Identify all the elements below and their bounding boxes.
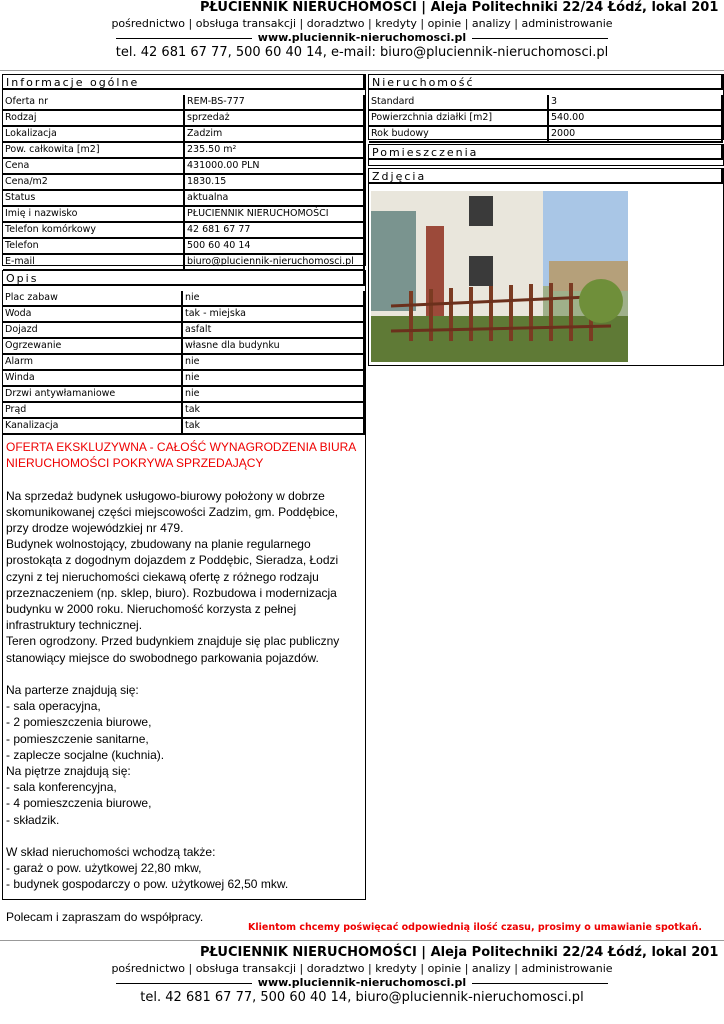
- footer-services-line: pośrednictwo | obsługa transakcji | doradztwo | kredyty | opinie | analizy | administrowanie: [111, 962, 613, 975]
- table-row: [3, 370, 364, 386]
- row-label: Oferta nr: [3, 95, 184, 110]
- rooms-heading: Pomieszczenia: [369, 145, 723, 160]
- table-row: [3, 206, 364, 222]
- row-value: tak - miejska: [182, 306, 364, 322]
- footer-company-line: PŁUCIENNIK NIERUCHOMOŚCI | Aleja Politechniki 22/24 Łódź, lokal 201: [200, 945, 719, 960]
- row-value: nie: [182, 291, 364, 306]
- opis-section: [2, 270, 366, 924]
- row-label: Dojazd: [3, 322, 182, 338]
- appointment-notice: Klientom chcemy poświęcać odpowiednią ilość czasu, prosimy o umawianie spotkań.: [248, 922, 702, 933]
- row-value: 3: [548, 95, 722, 110]
- footer-website-line: [0, 976, 724, 990]
- description-paragraph: - zaplecze socjalne (kuchnia).: [6, 747, 165, 762]
- description-paragraph: - składzik.: [6, 812, 60, 827]
- row-value: asfalt: [182, 322, 364, 338]
- row-label: Status: [3, 190, 184, 206]
- description-paragraph: - 4 pomieszczenia biurowe,: [6, 796, 152, 811]
- row-label: Telefon: [3, 238, 184, 254]
- row-value: biuro@pluciennik-nieruchomosci.pl: [184, 254, 364, 270]
- table-row: [3, 142, 364, 158]
- page-header: [0, 0, 724, 61]
- row-label: Kanalizacja: [3, 418, 182, 434]
- row-label: Drzwi antywłamaniowe: [3, 386, 182, 402]
- table-row: [3, 322, 364, 338]
- row-value: nie: [182, 386, 364, 402]
- table-row: [3, 306, 364, 322]
- row-label: E-mail: [3, 254, 184, 270]
- row-value: własne dla budynku: [182, 338, 364, 354]
- row-value: nie: [182, 370, 364, 386]
- property-heading: Nieruchomość: [369, 75, 723, 90]
- row-label: Ogrzewanie: [3, 338, 182, 354]
- website-link[interactable]: www.pluciennik-nieruchomosci.pl: [257, 31, 467, 44]
- website-line: [0, 31, 724, 45]
- company-line: PŁUCIENNIK NIERUCHOMOŚCI | Aleja Politechniki 22/24 Łódź, lokal 201: [200, 0, 719, 15]
- opis-table: [3, 291, 365, 435]
- description-paragraph: W skład nieruchomości wchodzą także:: [6, 845, 216, 860]
- row-value: PŁUCIENNIK NIERUCHOMOŚCI: [184, 206, 364, 222]
- table-row: [3, 126, 364, 142]
- description-paragraph: Teren ogrodzony. Przed budynkiem znajduje się plac publiczny stanowiący miejsce do swobodnego parkowania pojazdów.: [6, 634, 340, 665]
- row-label: Pow. całkowita [m2]: [3, 142, 184, 158]
- row-value: 500 60 40 14: [184, 238, 364, 254]
- property-photo[interactable]: [371, 191, 628, 362]
- row-value: nie: [182, 354, 364, 370]
- table-row: [3, 402, 364, 418]
- row-label: Cena/m2: [3, 174, 184, 190]
- row-value: sprzedaż: [184, 110, 364, 126]
- row-value: tak: [182, 402, 364, 418]
- table-row: [369, 95, 722, 110]
- row-value: 235.50 m²: [184, 142, 364, 158]
- table-row: [369, 126, 722, 142]
- description-paragraph: - garaż o pow. użytkowej 22,80 mkw,: [6, 861, 202, 876]
- table-row: [3, 386, 364, 402]
- row-label: Cena: [3, 158, 184, 174]
- table-row: [3, 238, 364, 254]
- description-paragraph: Polecam i zapraszam do współpracy.: [6, 909, 204, 924]
- description-paragraph: Na parterze znajdują się:: [6, 683, 139, 698]
- row-label: Plac zabaw: [3, 291, 182, 306]
- row-label: Prąd: [3, 402, 182, 418]
- description-paragraph: Na sprzedaż budynek usługowo-biurowy położony w dobrze skomunikowanej części miejscowości Zadzim, gm. Poddębice, przy drodze wojewódzkiej nr 479.: [6, 488, 339, 535]
- opis-heading: Opis: [3, 271, 365, 286]
- row-value: 540.00: [548, 110, 722, 126]
- row-value: 42 681 67 77: [184, 222, 364, 238]
- table-row: [3, 190, 364, 206]
- table-row: [3, 158, 364, 174]
- building-photo-illustration: [371, 191, 628, 362]
- description-paragraph: [6, 893, 362, 909]
- table-row: [3, 354, 364, 370]
- exclusive-offer-note: OFERTA EKSKLUZYWNA - CAŁOŚĆ WYNAGRODZENIA BIURA NIERUCHOMOŚCI POKRYWA SPRZEDAJĄCY: [6, 440, 356, 471]
- description-paragraph: [6, 666, 362, 682]
- row-value: REM-BS-777: [184, 95, 364, 110]
- general-info-heading: Informacje ogólne: [3, 75, 365, 90]
- row-value: tak: [182, 418, 364, 434]
- row-label: Imię i nazwisko: [3, 206, 184, 222]
- description-paragraph: [6, 828, 362, 844]
- table-row: [3, 174, 364, 190]
- description-paragraph: - sala konferencyjna,: [6, 780, 117, 795]
- row-label: Rok budowy: [369, 126, 548, 142]
- contact-line: tel. 42 681 67 77, 500 60 40 14, e-mail: biuro@pluciennik-nieruchomosci.pl: [115, 45, 609, 60]
- row-label: Powierzchnia działki [m2]: [369, 110, 548, 126]
- page-footer: [0, 945, 724, 1006]
- row-label: Lokalizacja: [3, 126, 184, 142]
- footer-website-link[interactable]: www.pluciennik-nieruchomosci.pl: [257, 976, 467, 989]
- description-paragraph: - sala operacyjna,: [6, 699, 101, 714]
- row-label: Rodzaj: [3, 110, 184, 126]
- table-row: [3, 338, 364, 354]
- table-row: [3, 254, 364, 270]
- table-row: [3, 95, 364, 110]
- row-value: 431000.00 PLN: [184, 158, 364, 174]
- description-paragraph: - 2 pomieszczenia biurowe,: [6, 715, 152, 730]
- description-paragraph: - budynek gospodarczy o pow. użytkowej 62,50 mkw.: [6, 877, 289, 892]
- row-value: 1830.15: [184, 174, 364, 190]
- footer-contact-line: tel. 42 681 67 77, 500 60 40 14, biuro@pluciennik-nieruchomosci.pl: [140, 990, 584, 1005]
- row-label: Telefon komórkowy: [3, 222, 184, 238]
- row-label: Woda: [3, 306, 182, 322]
- row-label: Winda: [3, 370, 182, 386]
- property-section: [368, 74, 724, 140]
- property-table: [369, 95, 723, 143]
- rooms-section: [368, 144, 724, 166]
- table-row: [3, 110, 364, 126]
- services-line: pośrednictwo | obsługa transakcji | doradztwo | kredyty | opinie | analizy | administrowanie: [111, 17, 613, 30]
- description-paragraph: - pomieszczenie sanitarne,: [6, 731, 149, 746]
- table-row: [3, 222, 364, 238]
- table-row: [3, 291, 364, 306]
- row-value: Zadzim: [184, 126, 364, 142]
- row-value: aktualna: [184, 190, 364, 206]
- general-info-section: [2, 74, 366, 266]
- row-label: Standard: [369, 95, 548, 110]
- photos-heading: Zdjęcia: [369, 169, 723, 184]
- general-info-table: [3, 95, 365, 271]
- row-label: Alarm: [3, 354, 182, 370]
- row-value: 2000: [548, 126, 722, 142]
- table-row: [3, 418, 364, 434]
- description-text: [3, 435, 365, 929]
- table-row: [369, 110, 722, 126]
- description-paragraph: Na piętrze znajdują się:: [6, 764, 131, 779]
- description-paragraph: Budynek wolnostojący, zbudowany na planie regularnego prostokąta z dogodnym dojazdem z Poddębic, Sieradza, Łodzi czyni z tej nieruchomości ciekawą ofertę z różnego rodzaju przeznaczeniem (np. sklep, biuro). Rozbudowa i modernizacja budynku w 2000 roku. Nieruchomość korzysta z pełnej infrastruktury technicznej.: [6, 537, 339, 633]
- description-paragraph: [6, 471, 362, 487]
